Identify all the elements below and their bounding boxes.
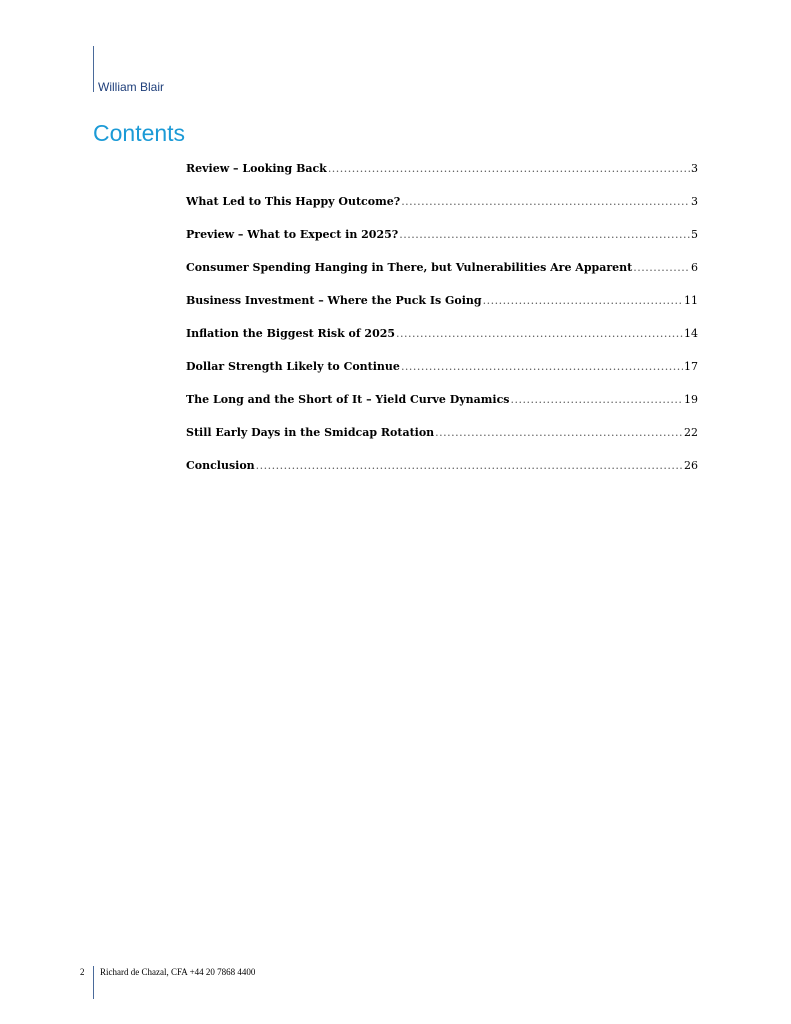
table-of-contents [186,160,698,490]
toc-leader [401,193,690,211]
toc-entry-page[interactable]: 3 [691,162,698,175]
toc-entry-label[interactable]: Review – Looking Back [186,162,327,175]
toc-entry-label[interactable]: Preview – What to Expect in 2025? [186,228,399,241]
toc-leader [256,457,683,475]
toc-entry-label[interactable]: Dollar Strength Likely to Continue [186,360,400,373]
toc-entry[interactable] [186,457,698,490]
toc-entry-page[interactable]: 3 [691,195,698,208]
toc-leader [396,325,683,343]
toc-entry-page[interactable]: 22 [684,426,698,439]
toc-entry-label[interactable]: Consumer Spending Hanging in There, but Vulnerabilities Are Apparent [186,261,633,274]
toc-entry[interactable] [186,292,698,325]
footer-page-number: 2 [80,967,85,977]
toc-entry[interactable] [186,325,698,358]
toc-entry[interactable] [186,259,698,292]
toc-entry[interactable] [186,193,698,226]
toc-entry[interactable] [186,160,698,193]
footer-rule [93,966,94,999]
toc-leader [328,160,690,178]
toc-entry[interactable] [186,424,698,457]
brand-name: William Blair [98,80,164,94]
toc-entry[interactable] [186,226,698,259]
toc-entry-page[interactable]: 19 [684,393,698,406]
toc-leader [633,259,690,277]
toc-leader [483,292,683,310]
footer-author: Richard de Chazal, CFA +44 20 7868 4400 [100,967,256,977]
toc-entry-label[interactable]: Conclusion [186,459,255,472]
toc-entry-label[interactable]: Inflation the Biggest Risk of 2025 [186,327,396,340]
toc-leader [511,391,684,409]
toc-entry[interactable] [186,358,698,391]
toc-entry-label[interactable]: Business Investment – Where the Puck Is Going [186,294,482,307]
toc-entry-page[interactable]: 17 [684,360,698,373]
toc-leader [401,358,683,376]
header-rule [93,46,94,92]
page-title: Contents [93,120,186,146]
toc-leader [435,424,683,442]
toc-entry-page[interactable]: 6 [691,261,698,274]
toc-entry-page[interactable]: 5 [691,228,698,241]
toc-entry-page[interactable]: 14 [684,327,698,340]
toc-entry-label[interactable]: The Long and the Short of It – Yield Curve Dynamics [186,393,510,406]
toc-entry-label[interactable]: Still Early Days in the Smidcap Rotation [186,426,435,439]
toc-leader [399,226,690,244]
toc-entry-page[interactable]: 26 [684,459,698,472]
toc-entry-page[interactable]: 11 [684,294,698,307]
toc-entry-label[interactable]: What Led to This Happy Outcome? [186,195,401,208]
toc-entry[interactable] [186,391,698,424]
